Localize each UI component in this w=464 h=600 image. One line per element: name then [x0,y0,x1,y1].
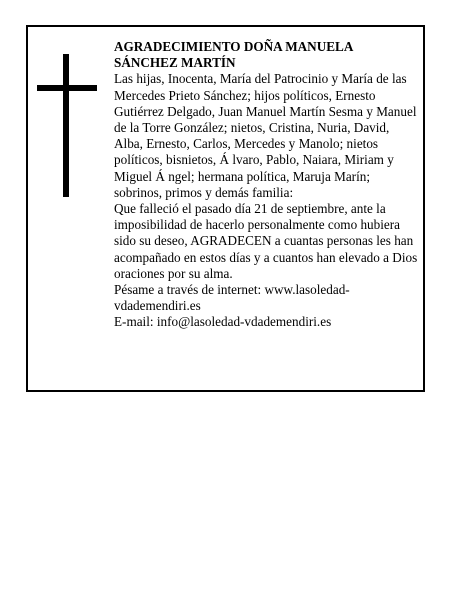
notice-heading [114,39,419,71]
condolence-web-line1: Pésame a través de internet: www.lasoledad- [114,282,350,298]
email-line: E-mail: info@lasoledad-vdademendiri.es [114,314,332,330]
condolence-web-paragraph [114,282,419,314]
cross-vertical-bar [63,54,69,197]
notice-heading-line2: SÁNCHEZ MARTÍN [114,55,236,71]
family-list-paragraph: Las hijas, Inocenta, María del Patrocinio y María de las Mercedes Prieto Sánchez; hijos políticos, Ernesto Gutiérrez Delgado, Juan Manuel Martín Sesma y Manuel de la Torre González; nietos, Cristina, Nuria, David, Alba, Ernesto, Carlos, Mercedes y Manolo; nietos políticos, bisnietos, Á lvaro, Pablo, Naiara, Miriam y Miguel Á ngel; hermana política, Maruja Marín; sobrinos, primos y demás familia: [114,71,417,200]
notice-text-column [114,39,419,331]
cross-horizontal-bar [37,85,97,91]
latin-cross-icon [37,54,97,197]
condolence-web-line2: vdademendiri.es [114,298,201,314]
notice-heading-line1: AGRADECIMIENTO DOÑA MANUELA [114,39,354,54]
thanks-message-paragraph: Que falleció el pasado día 21 de septiembre, ante la imposibilidad de hacerlo personalmente como hubiera sido su deseo, AGRADECEN a cuantas personas les han acompañado en estos días y a cuantos han elevado a Dios oraciones por su alma. [114,201,418,281]
